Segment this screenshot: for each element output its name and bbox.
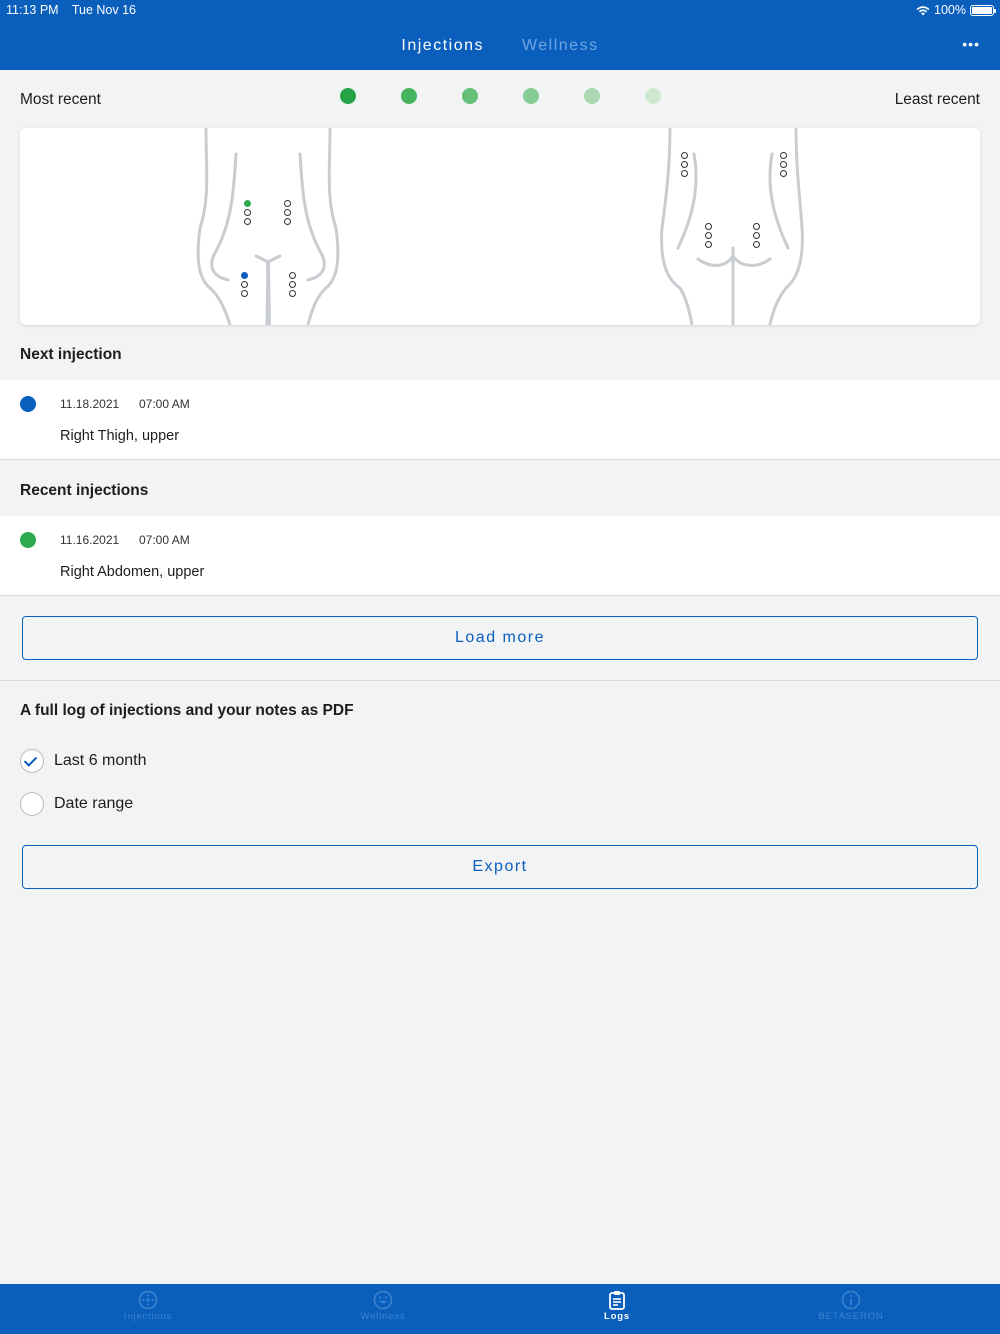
injection-site-marker[interactable] <box>780 152 787 159</box>
injection-site-marker[interactable] <box>244 209 251 216</box>
top-tabs <box>0 37 1000 55</box>
injection-site-marker[interactable] <box>705 223 712 230</box>
load-more-button[interactable]: Load more <box>22 616 978 660</box>
nav-logs[interactable] <box>557 1290 677 1322</box>
injection-site-label: Right Abdomen, upper <box>60 564 205 580</box>
injection-site-marker[interactable] <box>780 170 787 177</box>
nav-label: Logs <box>604 1311 630 1322</box>
battery-percent: 100% <box>934 3 966 17</box>
injection-site-marker[interactable] <box>780 161 787 168</box>
bottom-tab-bar <box>0 1284 1000 1334</box>
injection-site-marker[interactable] <box>284 209 291 216</box>
injection-date: 11.16.2021 <box>60 533 120 547</box>
injection-site-marker[interactable] <box>284 218 291 225</box>
injection-site-marker[interactable] <box>681 152 688 159</box>
app-header <box>0 0 1000 70</box>
export-heading: A full log of injections and your notes as PDF <box>20 702 354 719</box>
injection-date: 11.18.2021 <box>60 397 120 411</box>
nav-label: Wellness <box>360 1311 406 1322</box>
status-bar-right <box>916 3 994 17</box>
checkmark-icon <box>24 753 37 766</box>
injection-site-marker[interactable] <box>241 272 248 279</box>
battery-icon <box>970 5 994 16</box>
smiley-icon <box>373 1290 393 1310</box>
injection-time: 07:00 AM <box>139 533 190 547</box>
next-injection-status-dot <box>20 396 36 412</box>
compass-icon <box>138 1290 158 1310</box>
info-icon <box>841 1290 861 1310</box>
section-divider <box>0 680 1000 681</box>
legend-dot <box>340 88 356 104</box>
option-label: Date range <box>54 795 134 812</box>
injection-site-label: Right Thigh, upper <box>60 428 180 444</box>
injection-site-marker[interactable] <box>289 290 296 297</box>
injection-site-marker[interactable] <box>244 200 251 207</box>
legend-dot <box>401 88 417 104</box>
injection-site-marker[interactable] <box>681 161 688 168</box>
body-front-illustration <box>20 128 980 325</box>
injection-site-marker[interactable] <box>289 281 296 288</box>
nav-betaseron[interactable] <box>791 1290 911 1322</box>
status-date: Tue Nov 16 <box>71 3 136 17</box>
injection-site-marker[interactable] <box>289 272 296 279</box>
legend-dot <box>523 88 539 104</box>
recent-injections-heading: Recent injections <box>20 482 149 499</box>
injection-site-marker[interactable] <box>241 281 248 288</box>
injection-site-marker[interactable] <box>753 241 760 248</box>
recent-injection-row[interactable] <box>0 516 1000 596</box>
injection-site-diagram <box>20 128 980 325</box>
option-label: Last 6 month <box>54 752 147 769</box>
status-bar-left <box>6 3 146 17</box>
radio-unchecked[interactable] <box>20 792 44 816</box>
injection-site-marker[interactable] <box>681 170 688 177</box>
status-time: 11:13 PM <box>6 3 59 17</box>
option-date-range[interactable] <box>20 792 133 816</box>
next-injection-row[interactable] <box>0 380 1000 460</box>
tab-wellness[interactable]: Wellness <box>521 37 599 54</box>
radio-checked[interactable] <box>20 749 44 773</box>
export-button[interactable]: Export <box>22 845 978 889</box>
wifi-icon <box>916 5 930 16</box>
recent-injection-status-dot <box>20 532 36 548</box>
nav-wellness[interactable] <box>323 1290 443 1322</box>
legend-most-recent-label: Most recent <box>20 91 101 108</box>
legend-dot <box>645 88 661 104</box>
next-injection-heading: Next injection <box>20 346 122 363</box>
injection-site-marker[interactable] <box>753 232 760 239</box>
nav-label: BETASERON <box>818 1311 884 1322</box>
nav-label: Injections <box>123 1311 173 1322</box>
legend-least-recent-label: Least recent <box>894 91 980 108</box>
injection-site-marker[interactable] <box>244 218 251 225</box>
injection-site-marker[interactable] <box>284 200 291 207</box>
option-last-6-month[interactable] <box>20 749 147 773</box>
nav-injections[interactable] <box>88 1290 208 1322</box>
injection-site-marker[interactable] <box>705 241 712 248</box>
injection-time: 07:00 AM <box>139 397 190 411</box>
recency-legend <box>20 88 980 110</box>
injection-site-marker[interactable] <box>753 223 760 230</box>
more-options-icon[interactable]: ••• <box>962 36 980 52</box>
injection-site-marker[interactable] <box>705 232 712 239</box>
injection-site-marker[interactable] <box>241 290 248 297</box>
tab-injections[interactable]: Injections <box>401 37 484 54</box>
clipboard-icon <box>607 1290 627 1310</box>
legend-dot <box>584 88 600 104</box>
legend-dot <box>462 88 478 104</box>
